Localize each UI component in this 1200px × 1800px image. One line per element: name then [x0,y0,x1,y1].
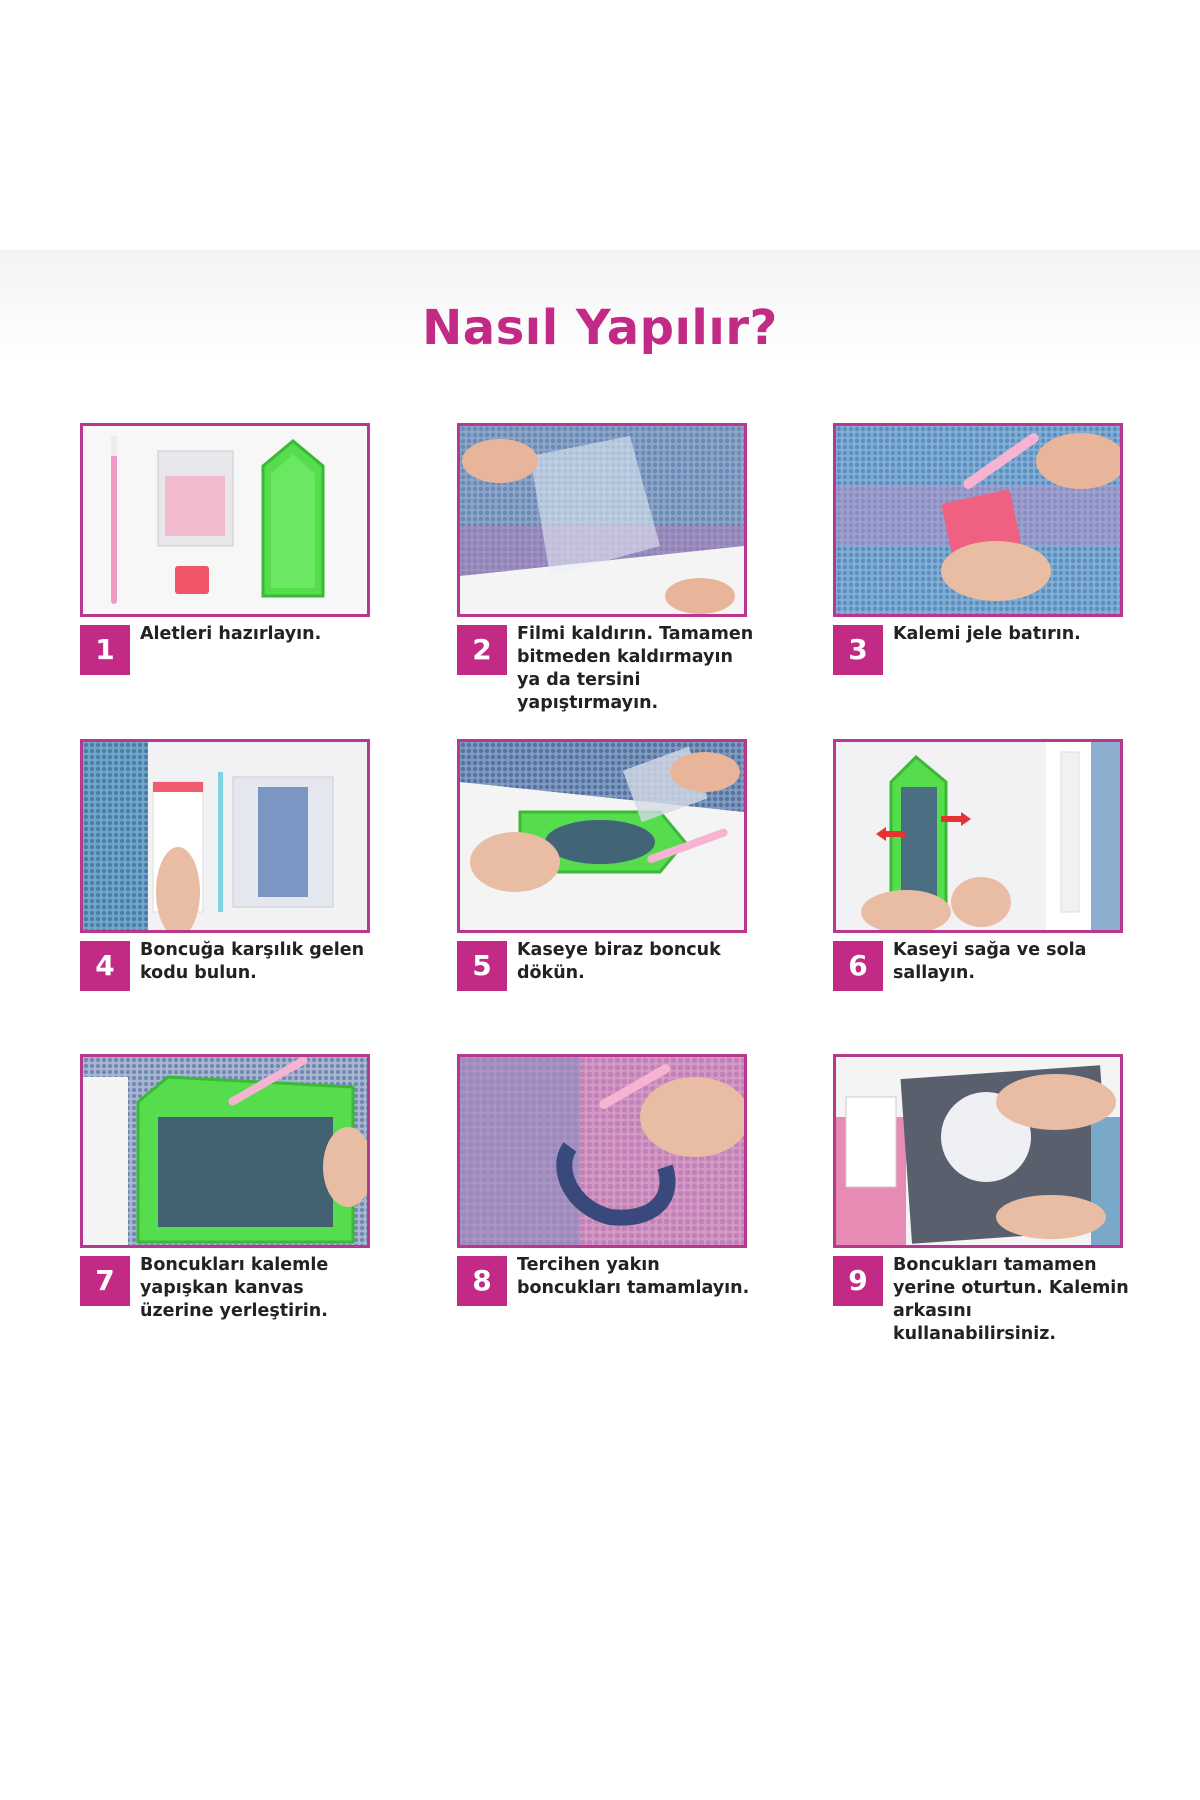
kit-tools-photo [80,423,370,617]
step-number-badge: 6 [833,941,883,991]
fill-area-photo [457,1054,747,1248]
step-number-badge: 5 [457,941,507,991]
find-code-photo [80,739,370,933]
step-caption: Boncukları tamamen yerine oturtun. Kalemin arkasını kullanabilirsiniz. [893,1255,1129,1344]
pen-wax-photo [833,423,1123,617]
step-number-badge: 8 [457,1256,507,1306]
step-number-badge: 4 [80,941,130,991]
step-caption: Filmi kaldırın. Tamamen bitmeden kaldırmayın ya da tersini yapıştırmayın. [517,624,754,713]
step-caption: Tercihen yakın boncukları tamamlayın. [517,1255,750,1298]
place-beads-photo [80,1054,370,1248]
step-caption: Aletleri hazırlayın. [140,624,322,644]
step-caption: Boncuğa karşılık gelen kodu bulun. [140,940,365,983]
step-number-badge: 7 [80,1256,130,1306]
page-title: Nasıl Yapılır? [422,300,778,356]
peel-film-photo [457,423,747,617]
press-beads-photo [833,1054,1123,1248]
shake-tray-photo [833,739,1123,933]
step-caption: Kalemi jele batırın. [893,624,1081,644]
step-caption: Kaseyi sağa ve sola sallayın. [893,940,1087,983]
step-number-badge: 9 [833,1256,883,1306]
step-number-badge: 3 [833,625,883,675]
pour-beads-photo [457,739,747,933]
step-caption: Boncukları kalemle yapışkan kanvas üzerine yerleştirin. [140,1255,329,1321]
step-caption: Kaseye biraz boncuk dökün. [517,940,721,983]
step-number-badge: 2 [457,625,507,675]
step-number-badge: 1 [80,625,130,675]
